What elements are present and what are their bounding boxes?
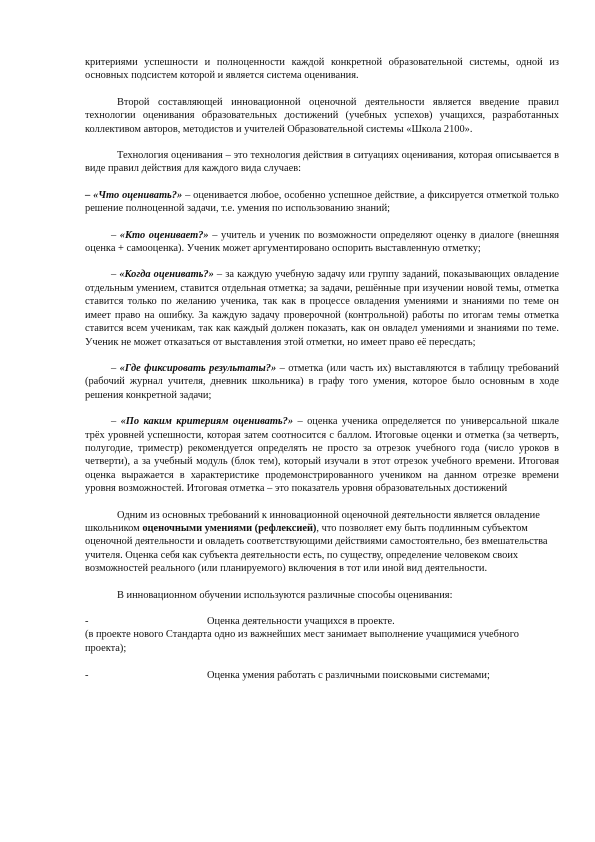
rule-answer: – за каждую учебную задачу или группу заданий, показывающих овладение отдельным умением, ставится отдельная отметка; за задачи, решённые при изучении новой темы, отметка ставится только по желанию ученика, так как в процессе овладения умениями и знаниями по теме он имеет право на ошибку. За каждую задачу проверочной (контрольной) работы по итогам темы отметка ставится всем ученикам, так как каждый должен показать, как он овладел умениями и знаниями по теме. Ученик не может отказаться от выставления этой отметки, но имеет право её пересдать; <box>85 269 560 348</box>
project-note: (в проекте нового Стандарта одно из важнейших мест занимает выполнение учащимися учебного проекта); <box>85 629 519 654</box>
list-item <box>85 669 559 682</box>
rule-what-to-assess <box>85 189 559 216</box>
rule-dash: – <box>111 269 120 281</box>
rule-dash: – <box>111 229 120 241</box>
paragraph-methods-intro: В инновационном обучении используются различные способы оценивания: <box>117 589 453 601</box>
paragraph-second-component: Второй составляющей инновационной оценочной деятельности является введение правил технологии оценивания образовательных достижений (учебных успехов) учащихся, разработанных коллективом авторов, методистов и учителей Образовательной системы «Школа 2100». <box>85 96 559 135</box>
rule-answer: – оценивается любое, особенно успешное действие, а фиксируется отметкой только решение полноценной задачи, т.е. умения по использованию знаний; <box>85 189 559 215</box>
rule-when-to-assess <box>85 268 559 348</box>
list-dash: - <box>85 616 89 627</box>
rule-question: «По каким критериям оценивать?» <box>120 416 294 428</box>
rule-question: «Когда оценивать?» <box>119 269 214 281</box>
rule-question: «Где фиксировать результаты?» <box>119 362 277 374</box>
rule-dash: – <box>111 362 120 374</box>
rule-where-to-record <box>85 362 559 402</box>
paragraph-reflection <box>85 509 559 576</box>
rule-who-assesses <box>85 229 559 256</box>
list-item-text: Оценка деятельности учащихся в проекте. <box>207 616 395 627</box>
rule-question: «Что оценивать?» <box>93 189 183 201</box>
rule-answer: – учитель и ученик по возможности определяют оценку в диалоге (внешняя оценка + самооценка). Ученик может аргументировано оспорить выставленную отметку; <box>85 229 560 255</box>
list-item-text: Оценка умения работать с различными поисковыми системами; <box>207 670 490 682</box>
paragraph-technology-definition: Технология оценивания – это технология действия в ситуациях оценивания, которая описывается в виде правил действия для каждого вида случаев: <box>85 150 559 175</box>
rule-answer: – отметка (или часть их) выставляются в таблицу требований (рабочий журнал учителя, дневник школьника) в графу того умения, которое было основным в ходе решения конкретной задачи; <box>85 362 560 401</box>
rule-question: «Кто оценивает?» <box>119 229 209 241</box>
rule-dash: – <box>111 416 121 428</box>
reflection-bold-term: оценочными умениями (рефлексией) <box>142 522 317 534</box>
paragraph-continuation: критериями успешности и полноценности каждой конкретной образовательной системы, одной из основных подсистем которой и является система оценивания. <box>85 57 559 82</box>
reflection-text-a: Одним из основных требований к инновационной оценочной деятельности является овладение школьником <box>85 509 540 534</box>
rule-answer: – оценка ученика определяется по универсальной шкале трёх уровней успешности, которая затем соотносится с баллом. Итоговые оценки и отметка (за четверть, полугодие, триместр) рекомендуется определять не просто за отрезок учебного года (число уроков в четверти), а за учебный модуль (блок тем), который изучали в этот отрезок учебного времени. Итоговая оценка выражается в характеристике продемонстрированного учеником на данном отрезке времени уровня возможностей. Итоговая отметка – это показатель уровня образовательных достижений <box>85 416 559 495</box>
list-dash: - <box>85 670 89 682</box>
reflection-text-b: , что позволяет ему быть подлинным субъектом оценочной деятельности и овладеть соответствующими действиями самостоятельно, без вмешательства учителя. Оценка себя как субъекта деятельности есть, по существу, определение человеком своих возможностей реального (или планируемого) включения в тот или иной вид деятельности. <box>85 522 548 575</box>
rule-dash: – <box>85 189 94 201</box>
rule-criteria <box>85 415 559 495</box>
list-item <box>85 615 559 628</box>
